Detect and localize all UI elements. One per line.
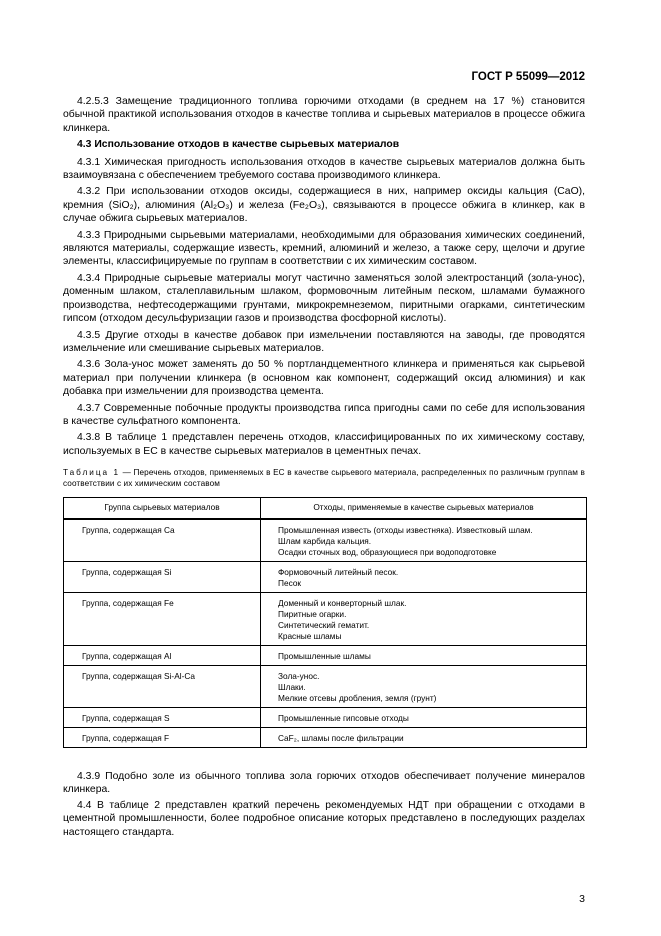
wastes-cell — [261, 728, 587, 748]
waste-item: Красные шламы — [278, 631, 342, 641]
waste-item: Песок — [278, 578, 302, 588]
document-id: ГОСТ Р 55099—2012 — [471, 71, 585, 83]
waste-item: Зола-унос. — [278, 671, 320, 681]
page-number: 3 — [579, 893, 585, 905]
paragraph-4-3-2: 4.3.2 При использовании отходов оксиды, содержащиеся в них, например оксиды кальция (CaO), кремния (SiO₂), алюминия (Al₂O₃) и железа (Fe₂O₃), связываются в процессе обжига в клинкер, как в случае обжига сырьевых материалов. — [63, 186, 585, 225]
table-caption-text: — Перечень отходов, применяемых в ЕС в качестве сырьевого материала, распределенных по различным группам в соответствии с их химическим составом — [63, 468, 585, 488]
group-cell: Группа, содержащая Si — [64, 562, 261, 593]
waste-item: CaF₂, шламы после фильтрации — [278, 733, 404, 743]
table-row — [64, 646, 587, 666]
group-cell: Группа, содержащая Al — [64, 646, 261, 666]
table-caption-label: Таблица 1 — [63, 468, 121, 477]
waste-item: Синтетический гематит. — [278, 620, 370, 630]
waste-item: Мелкие отсевы дробления, земля (грунт) — [278, 693, 437, 703]
waste-item: Промышленные шламы — [278, 651, 371, 661]
header-group: Группа сырьевых материалов — [64, 498, 261, 520]
paragraph-4-3-1: 4.3.1 Химическая пригодность использования отходов в качестве сырьевых материалов должна быть взаимоувязана с обеспечением требуемого состава производимого клинкера. — [63, 156, 585, 182]
main-text — [63, 95, 585, 461]
paragraph-4-3-6: 4.3.6 Зола-унос может заменять до 50 % портландцементного клинкера и применяться как сырьевой материал при получении клинкера (в основном как компонент, содержащий оксид алюминия) и как добавка при измельчении для производства цемента. — [63, 359, 585, 398]
wastes-cell — [261, 666, 587, 708]
paragraph-4-3-8: 4.3.8 В таблице 1 представлен перечень отходов, классифицированных по их химическому составу, используемых в ЕС в качестве сырьевых материалов в цементных печах. — [63, 432, 585, 457]
wastes-cell — [261, 593, 587, 646]
table-row — [64, 562, 587, 593]
header-wastes: Отходы, применяемые в качестве сырьевых материалов — [261, 498, 587, 520]
table-row — [64, 519, 587, 562]
text-after-table — [63, 770, 585, 841]
group-cell: Группа, содержащая F — [64, 728, 261, 748]
waste-item: Осадки сточных вод, образующиеся при водоподготовке — [278, 547, 497, 557]
waste-item: Доменный и конверторный шлак. — [278, 598, 407, 608]
paragraph-4-3-4: 4.3.4 Природные сырьевые материалы могут частично заменяться золой электростанций (зола-унос), доменным шлаком, сталеплавильным шлаком, формовочным литейным песком, шламами бумажного производства, нефтесодержащими грунтами, микрокремнеземом, пиритными огарками, синтетическим гипсом (отходом десульфуризации газов и производства фосфорной кислоты). — [63, 272, 585, 325]
paragraph-4-3-7: 4.3.7 Современные побочные продукты производства гипса пригодны сами по себе для использования в качестве сульфатного компонента. — [63, 402, 585, 427]
group-cell: Группа, содержащая Ca — [64, 519, 261, 562]
table-caption — [63, 467, 585, 489]
table-row — [64, 593, 587, 646]
waste-item: Шлаки. — [278, 682, 306, 692]
table-row — [64, 728, 587, 748]
wastes-cell — [261, 562, 587, 593]
section-heading-4-3: 4.3 Использование отходов в качестве сырьевых материалов — [77, 139, 400, 151]
paragraph-4-3-5: 4.3.5 Другие отходы в качестве добавок при измельчении поставляются на заводы, где проводятся измельчение или смешивание сырьевых материалов. — [63, 329, 585, 354]
table-row — [64, 666, 587, 708]
wastes-cell — [261, 708, 587, 728]
table-header-row — [64, 498, 587, 520]
group-cell: Группа, содержащая Si-Al-Ca — [64, 666, 261, 708]
waste-item: Шлам карбида кальция. — [278, 536, 372, 546]
waste-item: Формовочный литейный песок. — [278, 567, 399, 577]
group-cell: Группа, содержащая S — [64, 708, 261, 728]
table-row — [64, 708, 587, 728]
wastes-cell — [261, 646, 587, 666]
waste-item: Промышленная известь (отходы известняка). Известковый шлам. — [278, 525, 533, 535]
paragraph-4-4: 4.4 В таблице 2 представлен краткий перечень рекомендуемых НДТ при обращении с отходами в цементной промышленности, более подробное описание которых представлено в последующих разделах настоящего стандарта. — [63, 799, 585, 838]
group-cell: Группа, содержащая Fe — [64, 593, 261, 646]
wastes-cell — [261, 519, 587, 562]
paragraph-4-2-5-3: 4.2.5.3 Замещение традиционного топлива горючими отходами (в среднем на 17 %) становится обычной практикой использования отходов в качестве топлива и сырьевых материалов в процессе обжига клинкера. — [63, 96, 585, 134]
waste-item: Промышленные гипсовые отходы — [278, 713, 409, 723]
paragraph-4-3-3: 4.3.3 Природными сырьевыми материалами, необходимыми для образования химических соединений, являются материалы, содержащие известь, кремний, алюминий и железо, а также серу, щелочи и другие элементы, классифицируемые по группам в соответствии с их химическим составом. — [63, 229, 585, 268]
waste-table — [63, 497, 587, 748]
waste-item: Пиритные огарки. — [278, 609, 347, 619]
paragraph-4-3-9: 4.3.9 Подобно золе из обычного топлива зола горючих отходов обеспечивает получение минералов клинкера. — [63, 771, 585, 796]
